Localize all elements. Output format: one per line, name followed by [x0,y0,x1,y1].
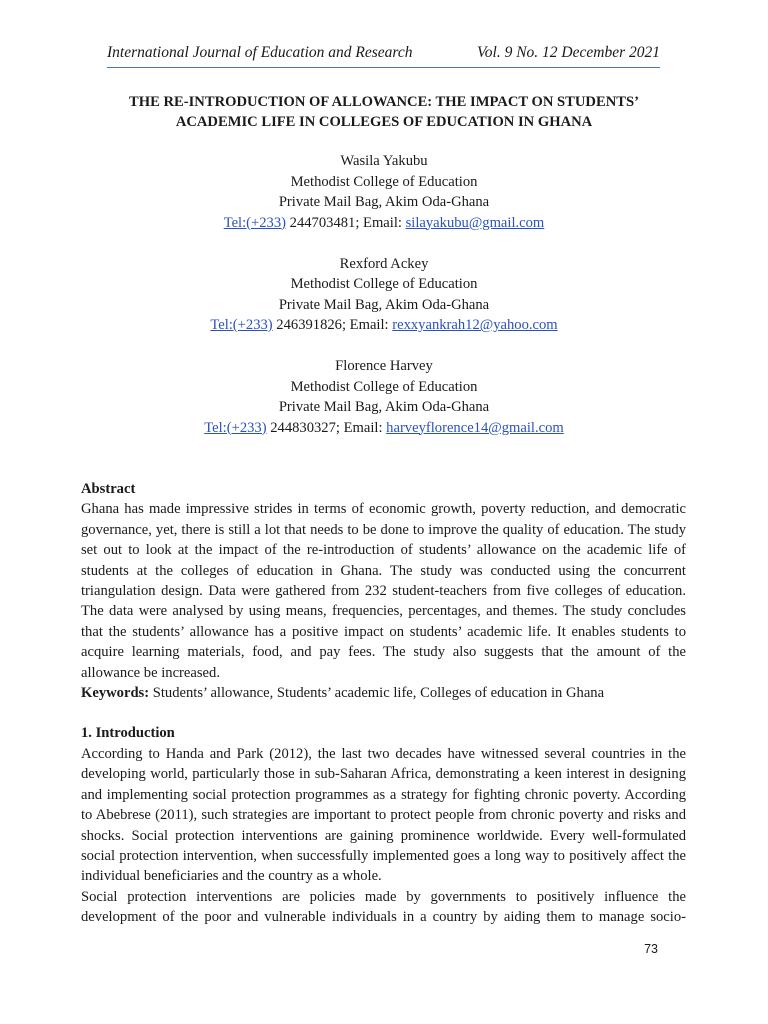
author-address: Private Mail Bag, Akim Oda-Ghana [278,399,490,415]
tel-link[interactable]: Tel:(+233) [223,214,287,231]
author-2 [80,254,688,336]
author-address: Private Mail Bag, Akim Oda-Ghana [278,296,490,313]
author-contact [80,315,688,336]
tel-number: 246391826; Email: [272,317,393,333]
email-link[interactable]: silayakubu@gmail.com [405,214,545,231]
keywords-label: Keywords: [81,685,150,702]
author-affiliation: Methodist College of Education [290,173,478,190]
paper-body [81,479,686,928]
page-number: 73 [644,942,658,956]
author-name: Rexford Ackey [339,255,429,272]
email-link[interactable]: rexxyankrah12@yahoo.com [392,317,558,333]
tel-number: 244703481; Email: [286,214,406,231]
issue-info: Vol. 9 No. 12 December 2021 [477,44,660,61]
author-name: Florence Harvey [335,358,433,374]
tel-number: 244830327; Email: [266,419,387,436]
journal-name: International Journal of Education and Research [107,44,413,61]
section-spacer [81,703,686,723]
author-affiliation: Methodist College of Education [290,378,478,395]
author-contact [80,213,688,234]
keywords-line [81,683,686,703]
running-header [107,44,660,62]
introduction-paragraph-2: Social protection interventions are policies made by governments to positively influence the development of the poor and vulnerable individuals in a country by aiding them to manage socio- [81,888,686,926]
author-address: Private Mail Bag, Akim Oda-Ghana [278,194,490,210]
author-contact [80,418,688,439]
title-line-2: ACADEMIC LIFE IN COLLEGES OF EDUCATION IN GHANA [175,114,593,130]
tel-link[interactable]: Tel:(+233) [210,317,273,333]
keywords-text: Students’ allowance, Students’ academic life, Colleges of education in Ghana [149,685,605,702]
paper-title [80,92,688,132]
introduction-paragraph-1: According to Handa and Park (2012), the last two decades have witnessed several countries in the developing world, particularly those in sub-Saharan Africa, demonstrating a keen interest in designing and implementing social protection programmes as a strategy for fighting chronic poverty. According to Abebrese (2011), such strategies are important to protect people from chronic poverty and risks and shocks. Social protection interventions are gaining prominence worldwide. Every well-formulated social protection intervention, when successfully implemented goes a long way to positively affect the individual beneficiaries and the country as a whole. [81,745,686,885]
author-3 [80,356,688,438]
email-link[interactable]: harveyflorence14@gmail.com [386,419,564,436]
author-block [80,151,688,459]
introduction-heading: 1. Introduction [81,725,175,742]
abstract-heading: Abstract [81,481,136,497]
title-line-1: THE RE-INTRODUCTION OF ALLOWANCE: THE IMPACT ON STUDENTS’ [129,94,639,110]
header-divider [107,67,660,68]
author-name: Wasila Yakubu [340,153,428,169]
author-affiliation: Methodist College of Education [290,276,478,292]
author-1 [80,151,688,233]
tel-link[interactable]: Tel:(+233) [204,419,267,436]
abstract-text: Ghana has made impressive strides in terms of economic growth, poverty reduction, and democratic governance, yet, there is still a lot that needs to be done to improve the quality of education. The study set out to look at the impact of the re-introduction of students’ allowance on the academic life of students at the colleges of education in Ghana. The study was conducted using the concurrent triangulation design. Data were gathered from 232 student-teachers from five colleges of education. The data were analysed by using means, frequencies, percentages, and themes. The study concludes that the students’ allowance has a positive impact on students’ academic life. It enables students to acquire learning materials, food, and pay fees. The study also suggests that the amount of the allowance be increased. [81,501,686,681]
